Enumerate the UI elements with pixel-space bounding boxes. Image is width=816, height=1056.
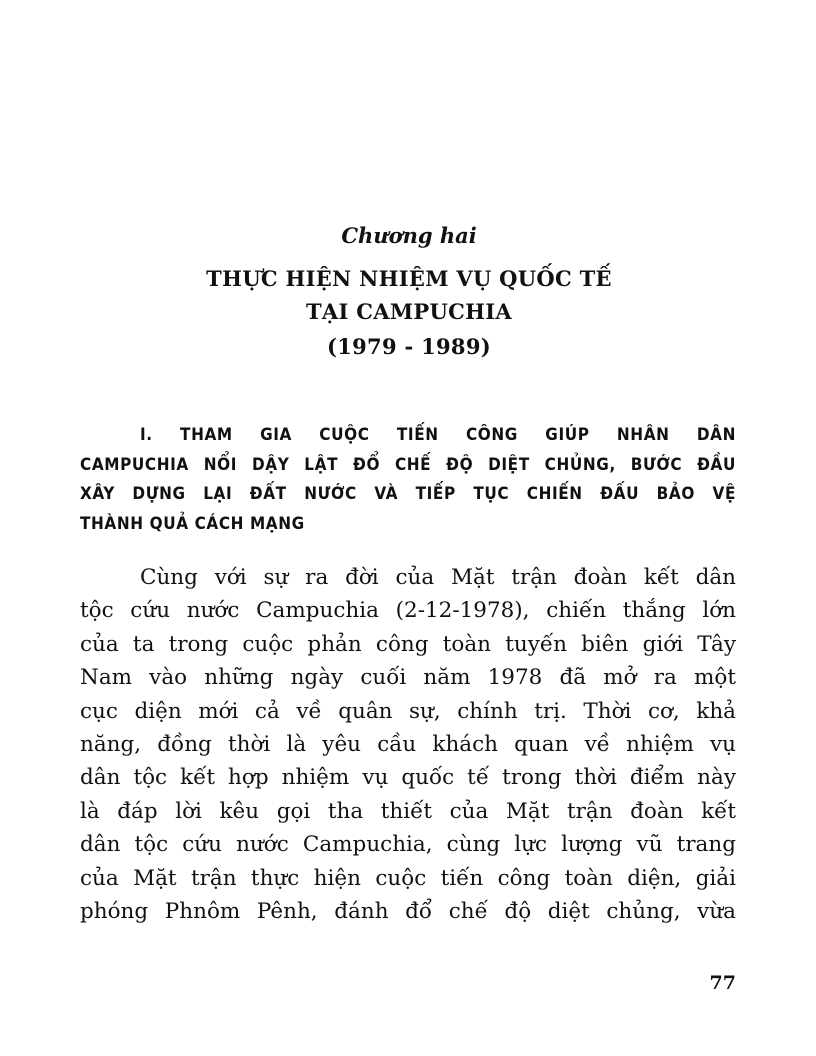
body-line: là đáp lời kêu gọi tha thiết của Mặt trận đoàn kết [80,798,736,824]
body-line: dân tộc kết hợp nhiệm vụ quốc tế trong thời điểm này [80,765,736,791]
chapter-title-line: THỰC HIỆN NHIỆM VỤ QUỐC TẾ [206,266,612,291]
body-line: của Mặt trận thực hiện cuộc tiến công toàn diện, giải [80,865,736,891]
section-heading-line: XÂY DỰNG LẠI ĐẤT NƯỚC VÀ TIẾP TỤC CHIẾN ĐẤU BẢO VỆ [80,484,736,504]
body-paragraph [80,561,736,928]
chapter-title-dates: (1979 - 1989) [326,334,491,359]
body-line: phóng Phnôm Pênh, đánh đổ chế độ diệt chủng, vừa [80,899,736,925]
body-line: Nam vào những ngày cuối năm 1978 đã mở ra một [80,665,736,691]
section-heading-line: CAMPUCHIA NỔI DẬY LẬT ĐỔ CHẾ ĐỘ DIỆT CHỦNG, BƯỚC ĐẦU [80,454,736,475]
body-line: cục diện mới cả về quân sự, chính trị. Thời cơ, khả [80,698,736,724]
body-line: dân tộc cứu nước Campuchia, cùng lực lượng vũ trang [80,832,736,858]
chapter-title-line: TẠI CAMPUCHIA [306,299,512,324]
chapter-label: Chương hai [341,223,477,248]
body-line: năng, đồng thời là yêu cầu khách quan về nhiệm vụ [80,732,736,758]
section-heading-line: I. THAM GIA CUỘC TIẾN CÔNG GIÚP NHÂN DÂN [140,425,736,445]
section-heading [80,421,736,539]
body-line: của ta trong cuộc phản công toàn tuyến biên giới Tây [80,631,736,657]
section-heading-line: THÀNH QUẢ CÁCH MẠNG [80,513,305,534]
body-line: tộc cứu nước Campuchia (2-12-1978), chiến thắng lớn [80,598,736,624]
page-number: 77 [709,972,736,994]
body-line: Cùng với sự ra đời của Mặt trận đoàn kết dân [140,565,736,590]
